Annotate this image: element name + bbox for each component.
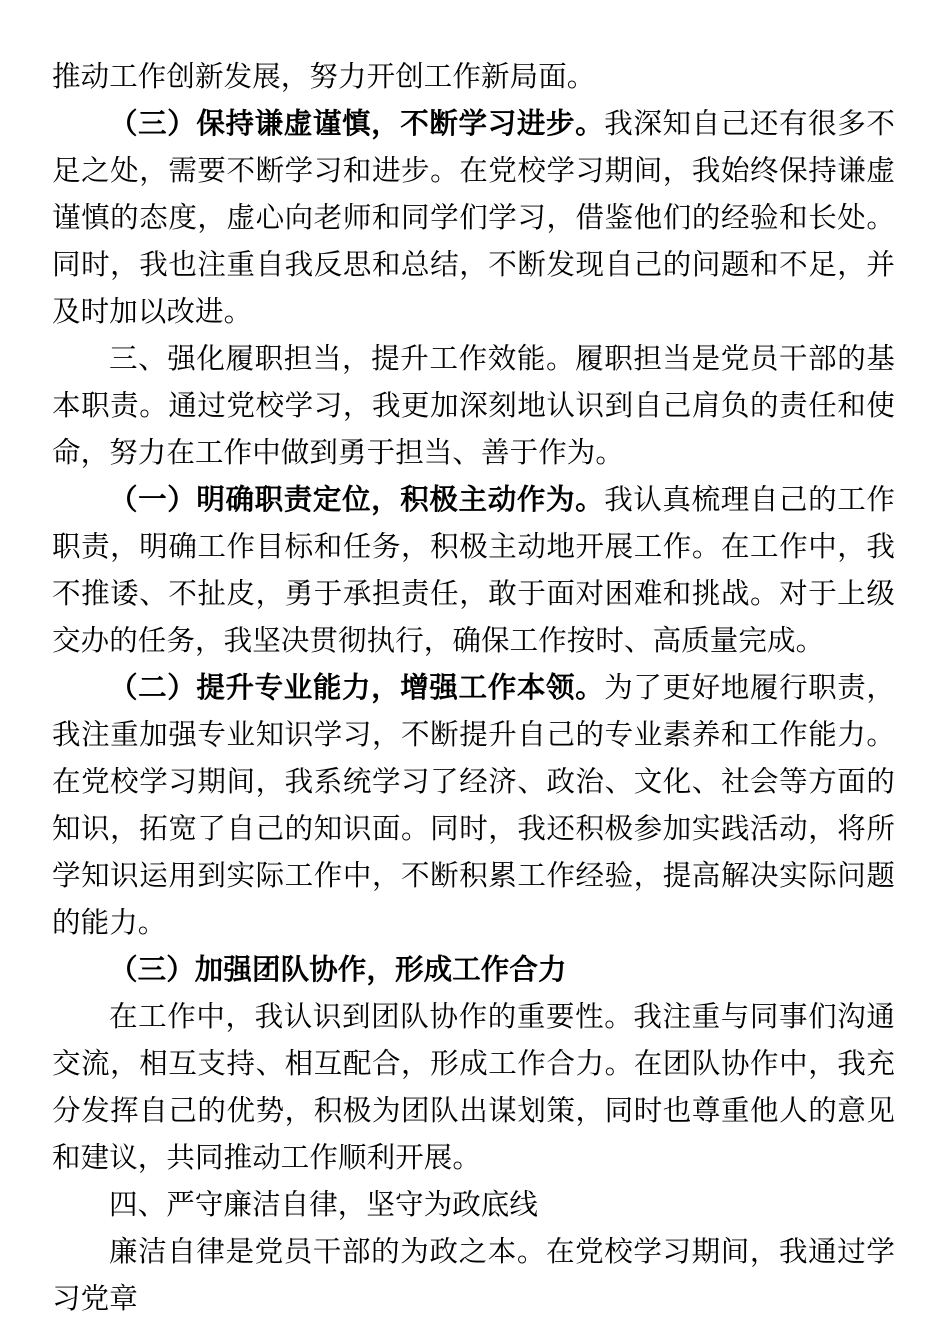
paragraph-section-4-clipped: 廉洁自律是党员干部的为政之本。在党校学习期间，我通过学习党章 <box>52 1236 895 1315</box>
bold-lead-in: （三）保持谦虚谨慎，不断学习进步。 <box>109 108 605 140</box>
paragraph-teamwork: 在工作中，我认识到团队协作的重要性。我注重与同事们沟通交流，相互支持、相互配合，形成工作合力。在团队协作中，我充分发挥自己的优势，积极为团队出谋划策，同时也尊重他人的意见和建议，共同推动工作顺利开展。 <box>52 1001 895 1174</box>
document-body <box>52 54 895 1323</box>
paragraph-section-3-3 <box>52 101 895 336</box>
paragraph-text: 我认真梳理自己的工作职责，明确工作目标和任务，积极主动地开展工作。在工作中，我不推诿、不扯皮，勇于承担责任，敢于面对困难和挑战。对于上级交办的任务，我坚决贯彻执行，确保工作按时、高质量完成。 <box>52 484 895 657</box>
paragraph-section-3-2 <box>52 665 895 947</box>
paragraph-text: 为了更好地履行职责，我注重加强专业知识学习，不断提升自己的专业素养和工作能力。在党校学习期间，我系统学习了经济、政治、文化、社会等方面的知识，拓宽了自己的知识面。同时，我还积极参加实践活动，将所学知识运用到实际工作中，不断积累工作经验，提高解决实际问题的能力。 <box>52 672 895 939</box>
heading-section-4: 四、严守廉洁自律，坚守为政底线 <box>109 1189 539 1221</box>
bold-lead-in: （一）明确职责定位，积极主动作为。 <box>109 484 605 516</box>
bold-heading-3-3: （三）加强团队协作，形成工作合力 <box>109 954 567 986</box>
paragraph-section-3: 三、强化履职担当，提升工作效能。履职担当是党员干部的基本职责。通过党校学习，我更加深刻地认识到自己肩负的责任和使命，努力在工作中做到勇于担当、善于作为。 <box>52 343 895 469</box>
paragraph-section-3-1 <box>52 477 895 665</box>
bold-lead-in: （二）提升专业能力，增强工作本领。 <box>109 672 605 704</box>
paragraph-text: 我深知自己还有很多不足之处，需要不断学习和进步。在党校学习期间，我始终保持谦虚谨慎的态度，虚心向老师和同学们学习，借鉴他们的经验和长处。同时，我也注重自我反思和总结，不断发现自己的问题和不足，并及时加以改进。 <box>52 108 895 328</box>
paragraph-continuation: 推动工作创新发展，努力开创工作新局面。 <box>52 61 596 93</box>
